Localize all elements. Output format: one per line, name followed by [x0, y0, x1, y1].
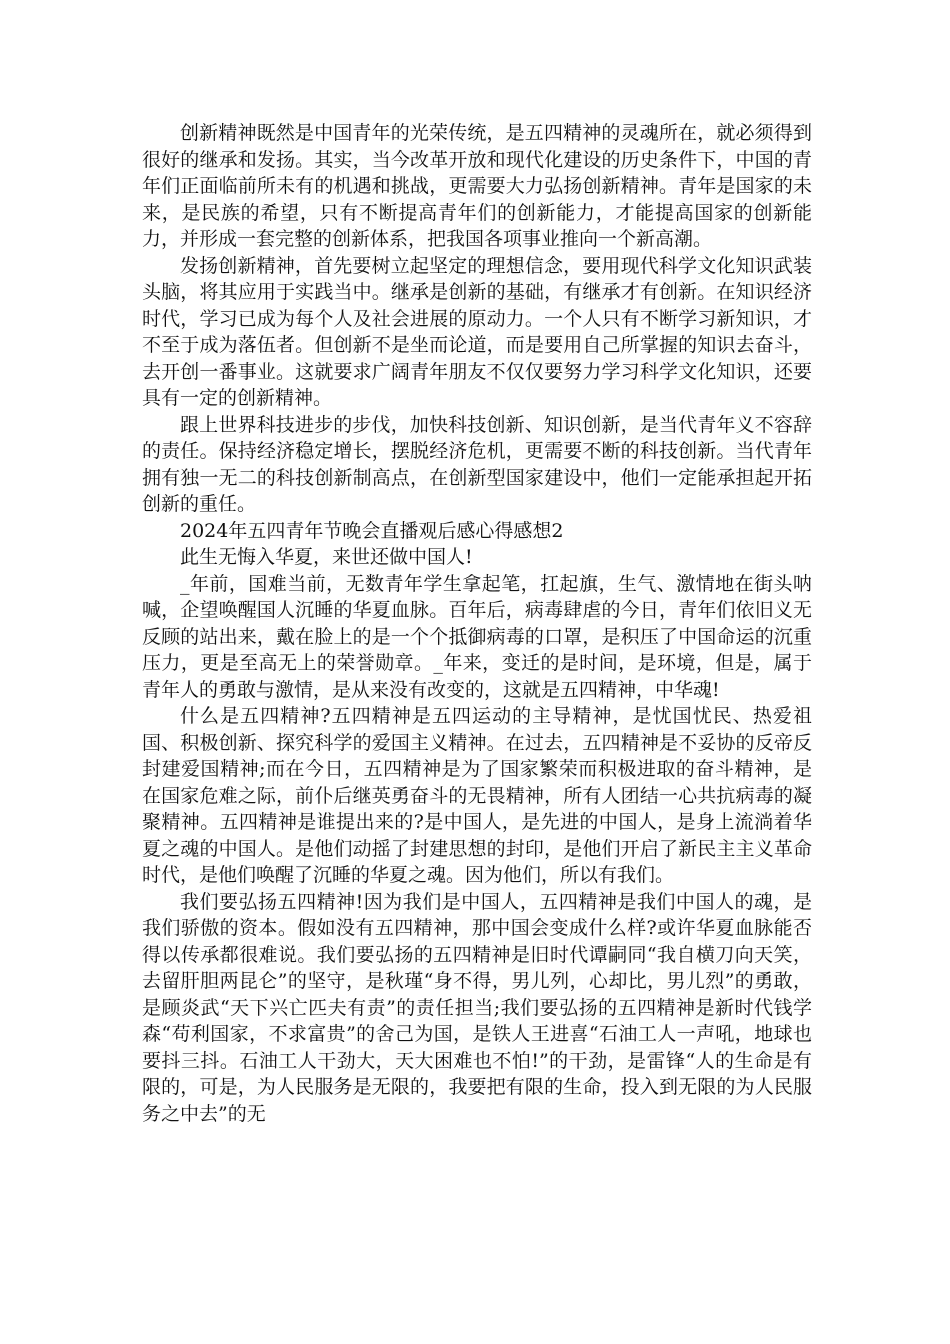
paragraph-what-is-may-fourth: 什么是五四精神?五四精神是五四运动的主导精神，是忧国忧民、热爱祖国、积极创新、探究科学的爱国主义精神。在过去，五四精神是不妥协的反帝反封建爱国精神;而在今日，五四精神是为了国家繁荣而积极进取的奋斗精神，是在国家危难之际，前仆后继英勇奋斗的无畏精神，所有人团结一心共抗病毒的凝聚精神。五四精神是谁提出来的?是中国人，是先进的中国人，是身上流淌着华夏之魂的中国人。是他们动摇了封建思想的封印，是他们开启了新民主主义革命时代，是他们唤醒了沉睡的华夏之魂。因为他们，所以有我们。: [142, 705, 812, 886]
section-heading: 2024年五四青年节晚会直播观后感心得感想2: [180, 519, 564, 542]
paragraph-slogan: 此生无悔入华夏，来世还做中国人!: [180, 546, 473, 568]
paragraph-keep-pace: 跟上世界科技进步的步伐，加快科技创新、知识创新，是当代青年义不容辞的责任。保持经济稳定增长，摆脱经济危机，更需要不断的科技创新。当代青年拥有独一无二的科技创新制高点，在创新型国家建设中，他们一定能承担起开拓创新的重任。: [142, 413, 812, 515]
paragraph-promote-innovation: 发扬创新精神，首先要树立起坚定的理想信念，要用现代科学文化知识武装头脑，将其应用于实践当中。继承是创新的基础，有继承才有创新。在知识经济时代，学习已成为每个人及社会进展的原动力。一个人只有不断学习新知识，才不至于成为落伍者。但创新不是坐而论道，而是要用自己所掌握的知识去奋斗，去开创一番事业。这就要求广阔青年朋友不仅仅要努力学习科学文化知识，还要具有一定的创新精神。: [142, 254, 812, 409]
paragraph-years-ago: _年前，国难当前，无数青年学生拿起笔，扛起旗，生气、激情地在街头呐喊，企望唤醒国人沉睡的华夏血脉。百年后，病毒肆虐的今日，青年们依旧义无反顾的站出来，戴在脸上的是一个个抵御病毒的口罩，是积压了中国命运的沉重压力，更是至高无上的荣誉勋章。_年来，变迁的是时间，是环境，但是，属于青年人的勇敢与激情，是从来没有改变的，这就是五四精神，中华魂!: [142, 572, 812, 701]
paragraph-innovation-tradition: 创新精神既然是中国青年的光荣传统，是五四精神的灵魂所在，就必须得到很好的继承和发扬。其实，当今改革开放和现代化建设的历史条件下，中国的青年们正面临前所未有的机遇和挑战，更需要大力弘扬创新精神。青年是国家的未来，是民族的希望，只有不断提高青年们的创新能力，才能提高国家的创新能力，并形成一套完整的创新体系，把我国各项事业推向一个新高潮。: [142, 122, 812, 250]
paragraph-carry-forward: 我们要弘扬五四精神!因为我们是中国人，五四精神是我们中国人的魂，是我们骄傲的资本。假如没有五四精神，那中国会变成什么样?或许华夏血脉能否得以传承都很难说。我们要弘扬的五四精神是旧时代谭嗣同“我自横刀向天笑，去留肝胆两昆仑”的坚守，是秋瑾“身不得，男儿列，心却比，男儿烈”的勇敢，是顾炎武“天下兴亡匹夫有责”的责任担当;我们要弘扬的五四精神是新时代钱学森“苟利国家，不求富贵”的舍己为国，是铁人王进喜“石油工人一声吼，地球也要抖三抖。石油工人干劲大，天大困难也不怕!”的干劲，是雷锋“人的生命是有限的，可是，为人民服务是无限的，我要把有限的生命，投入到无限的为人民服务之中去”的无: [142, 890, 812, 1125]
document-page: [142, 120, 812, 1127]
